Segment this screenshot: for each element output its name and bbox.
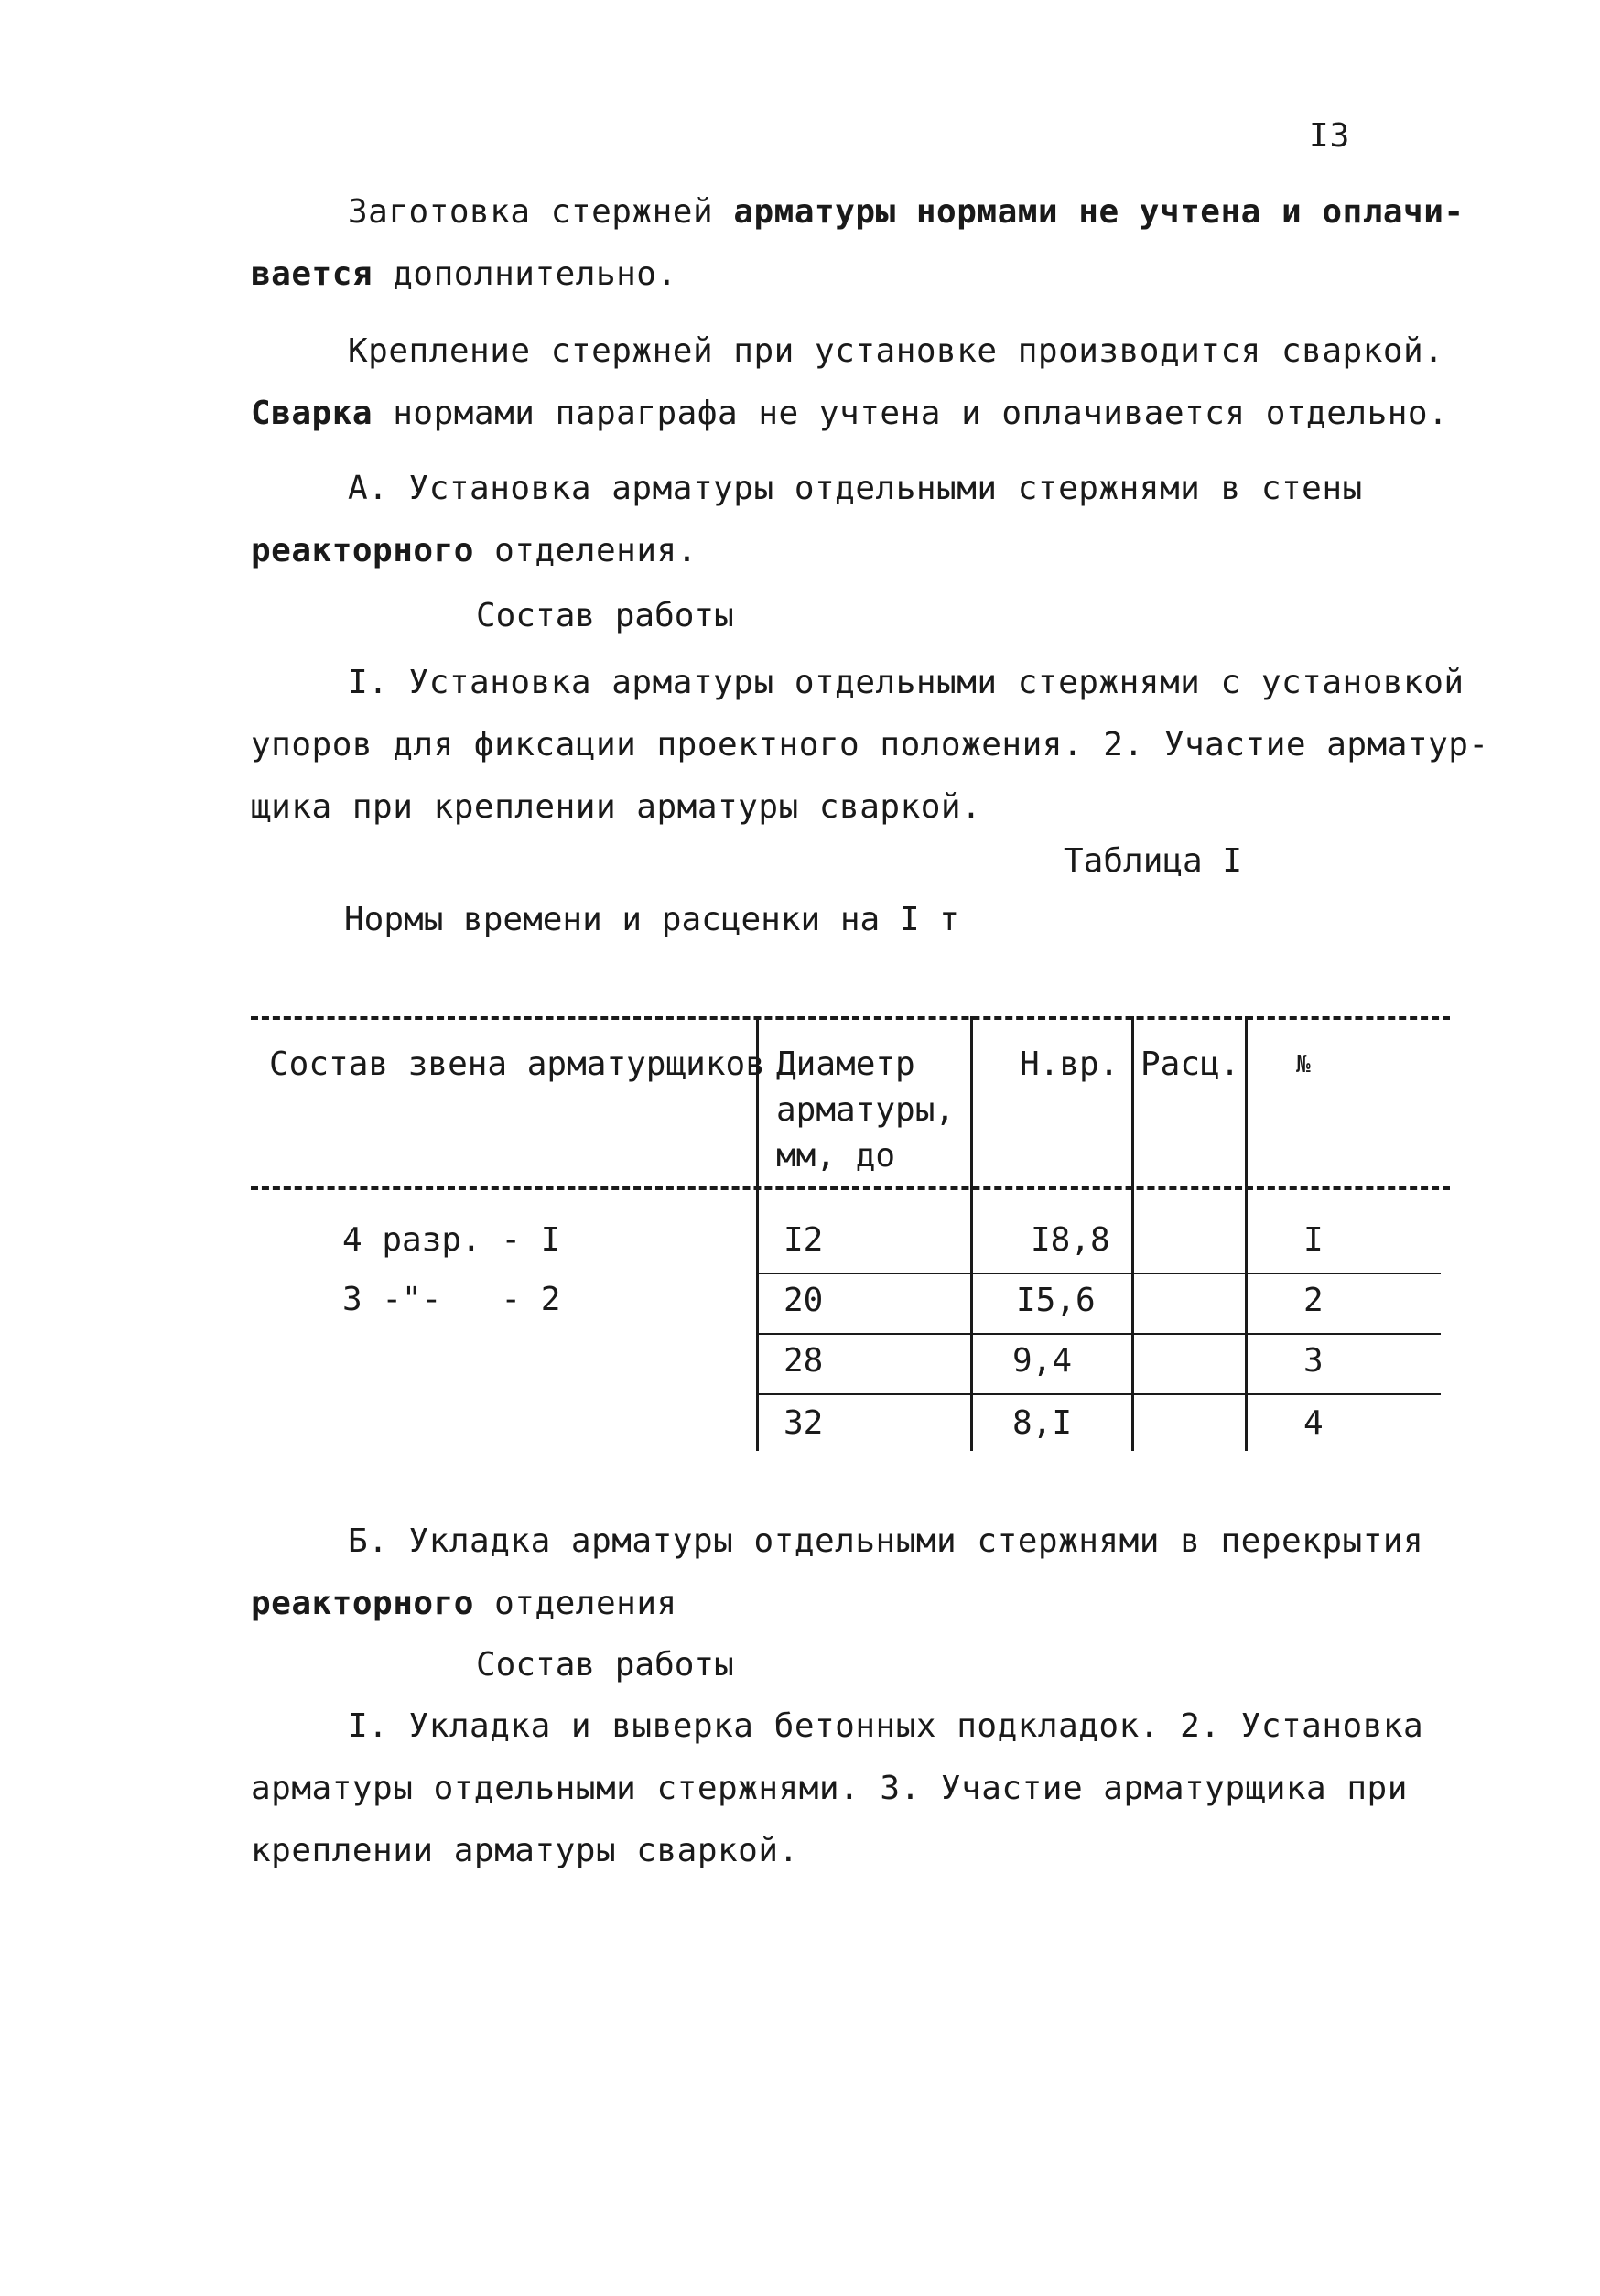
row-3-number: 3 [1303,1342,1324,1380]
row-4-norm: 8,I [1012,1404,1073,1442]
crew-line-2: 3 -"- - 2 [342,1281,561,1318]
row-1-number: I [1303,1221,1324,1259]
crew-line-1: 4 разр. - I [342,1221,561,1259]
intro-p1-line2: вается дополнительно. [251,255,677,293]
row-2-diameter: 20 [784,1282,824,1319]
table-row-rule-1 [756,1273,1441,1274]
table-col-divider-2 [970,1016,973,1451]
section-a-title-line2: реакторного отделения. [251,532,697,569]
section-b-comp-line2: арматуры отдельными стержнями. 3. Участие арматурщика при [251,1770,1408,1807]
header-diameter: Диаметр арматуры, мм, до [776,1045,956,1175]
section-b-composition-heading: Состав работы [476,1646,734,1684]
header-rate: Расц. [1141,1045,1240,1083]
section-a-comp-line2: упоров для фиксации проектного положения. 2. Участие арматур- [251,726,1489,764]
section-a-comp-line3: щика при креплении арматуры сваркой. [251,788,982,826]
row-3-diameter: 28 [784,1342,824,1380]
section-b-comp-line1: I. Укладка и выверка бетонных подкладок. 2. Установка [348,1707,1424,1745]
norms-table [251,1016,1459,1474]
intro-p1-line1: Заготовка стержней арматуры нормами не учтена и оплачи- [348,193,1465,231]
row-3-norm: 9,4 [1012,1342,1073,1380]
section-b-comp-line3: креплении арматуры сваркой. [251,1832,799,1869]
header-norm: Н.вр. [1020,1045,1119,1083]
table-header-rule [251,1186,1450,1190]
section-a-title-line1: А. Установка арматуры отдельными стержнями в стены [348,470,1363,507]
section-b-title [251,1511,1441,1635]
header-crew: Состав звена арматурщиков [269,1045,765,1083]
page-number: I3 [1309,117,1351,155]
row-2-number: 2 [1303,1282,1324,1319]
section-a-comp-line1: I. Установка арматуры отдельными стержнями с установкой [348,664,1465,701]
section-a-composition [251,652,1489,839]
section-b-title-line1: Б. Укладка арматуры отдельными стержнями в перекрытия [348,1522,1424,1560]
table-caption: Нормы времени и расценки на I т [344,901,959,938]
table-col-divider-4 [1245,1016,1248,1451]
table-top-rule [251,1016,1450,1020]
row-4-diameter: 32 [784,1404,824,1442]
row-1-norm: I8,8 [1031,1221,1110,1259]
row-4-number: 4 [1303,1404,1324,1442]
table-col-divider-3 [1131,1016,1134,1451]
section-a-title [251,458,1441,582]
table-row-rule-2 [756,1333,1441,1335]
header-number: № [1296,1051,1311,1078]
intro-p2-line1: Крепление стержней при установке производится сваркой. [348,332,1444,370]
intro-paragraph-2 [251,320,1449,445]
section-b-title-line2: реакторного отделения [251,1585,677,1622]
intro-paragraph-1 [251,181,1465,306]
section-b-composition [251,1695,1441,1882]
row-2-norm: I5,6 [1016,1282,1096,1319]
table-row-rule-3 [756,1393,1441,1395]
table-label: Таблица I [1064,842,1243,880]
intro-p2-line2: Сварка нормами параграфа не учтена и оплачивается отдельно. [251,395,1449,432]
row-1-diameter: I2 [784,1221,824,1259]
section-a-composition-heading: Состав работы [476,597,734,634]
